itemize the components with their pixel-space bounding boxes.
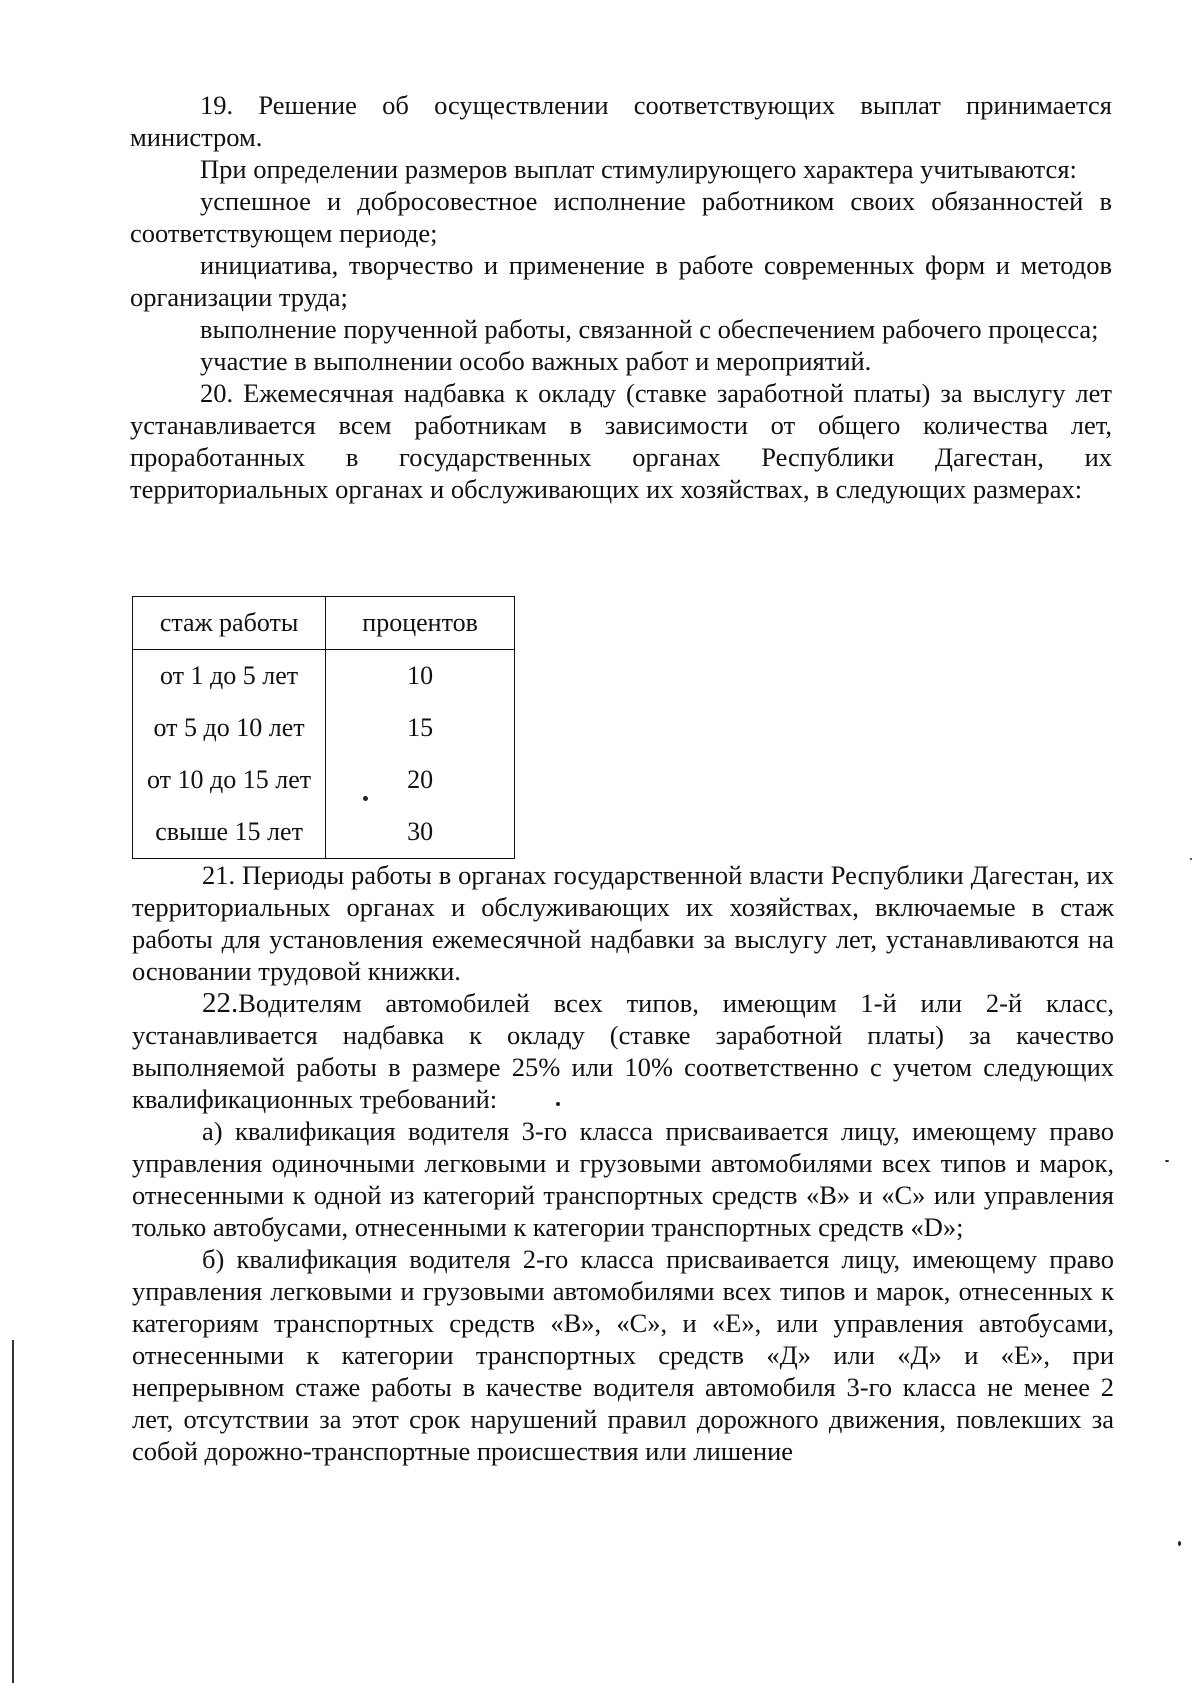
- text-block-top: [130, 89, 1112, 505]
- scan-speck: [1178, 1541, 1181, 1546]
- paragraph-22: [132, 987, 1114, 1115]
- paragraph-21: 21. Периоды работы в органах государственной власти Республики Дагестан, их территориальных органах и обслуживающих их хозяйствах, включаемые в стаж работы для установления ежемесячной надбавки за выслугу лет, устанавливаются на основании трудовой книжки.: [132, 860, 1114, 986]
- table-cell-percent: 10: [326, 650, 515, 703]
- paragraph-criterion-2: инициатива, творчество и применение в работе современных форм и методов организации труда;: [130, 250, 1112, 312]
- paragraph-criterion-4: участие в выполнении особо важных работ и мероприятий.: [200, 346, 872, 376]
- table-header-row: [133, 597, 515, 650]
- scan-speck: [363, 796, 368, 801]
- table-cell-experience: свыше 15 лет: [133, 806, 326, 859]
- paragraph-stimulating-intro: При определении размеров выплат стимулирующего характера учитываются:: [200, 154, 1077, 184]
- table-row: [133, 806, 515, 859]
- table-cell-percent: 30: [326, 806, 515, 859]
- paragraph-criterion-3: выполнение порученной работы, связанной с обеспечением рабочего процесса;: [200, 314, 1099, 344]
- table-cell-percent: 15: [326, 702, 515, 754]
- table-row: [133, 650, 515, 703]
- table-cell-experience: от 1 до 5 лет: [133, 650, 326, 703]
- paragraph-22-number: 22.: [202, 987, 239, 1019]
- table-cell-experience: от 10 до 15 лет: [133, 754, 326, 806]
- table-cell-experience: от 5 до 10 лет: [133, 702, 326, 754]
- paragraph-criterion-1: успешное и добросовестное исполнение работником своих обязанностей в соответствующем периоде;: [130, 186, 1112, 248]
- paragraph-a: а) квалификация водителя 3-го класса присваивается лицу, имеющему право управления одиночными легковыми и грузовыми автомобилями всех типов и марок, отнесенными к одной из категорий транспортных средств «В» и «С» или управления только автобусами, отнесенными к категории транспортных средств «D»;: [132, 1116, 1114, 1242]
- scan-speck: [556, 1102, 560, 1106]
- scan-speck: [1190, 858, 1192, 860]
- table-header-experience: стаж работы: [133, 597, 326, 650]
- table-header-percent: процентов: [326, 597, 515, 650]
- table-row: [133, 702, 515, 754]
- table-row: [133, 754, 515, 806]
- paragraph-20: 20. Ежемесячная надбавка к окладу (ставке заработной платы) за выслугу лет устанавливается всем работникам в зависимости от общего количества лет, проработанных в государственных органах Республики Дагестан, их территориальных органах и обслуживающих их хозяйствах, в следующих размерах:: [130, 378, 1112, 504]
- paragraph-19: 19. Решение об осуществлении соответствующих выплат принимается министром.: [130, 90, 1112, 152]
- paragraph-22-text: Водителям автомобилей всех типов, имеющим 1-й или 2-й класс, устанавливается надбавка к окладу (ставке заработной платы) за качество выполняемой работы в размере 25% или 10% соответственно с учетом следующих квалификационных требований:: [132, 988, 1114, 1114]
- text-block-bottom: [132, 859, 1114, 1467]
- seniority-table: [132, 596, 515, 859]
- scan-speck: [1165, 1160, 1169, 1162]
- paragraph-b: б) квалификация водителя 2-го класса присваивается лицу, имеющему право управления легковыми и грузовыми автомобилями всех типов и марок, отнесенных к категориям транспортных средств «В», «С», и «Е», или управления автобусами, отнесенными к категории транспортных средств «Д» или «Д» и «Е», при непрерывном стаже работы в качестве водителя автомобиля 3-го класса не менее 2 лет, отсутствии за этот срок нарушений правил дорожного движения, повлекших за собой дорожно-транспортные происшествия или лишение: [132, 1244, 1114, 1466]
- table-cell-percent: 20: [326, 754, 515, 806]
- scan-edge-line: [12, 1340, 14, 1683]
